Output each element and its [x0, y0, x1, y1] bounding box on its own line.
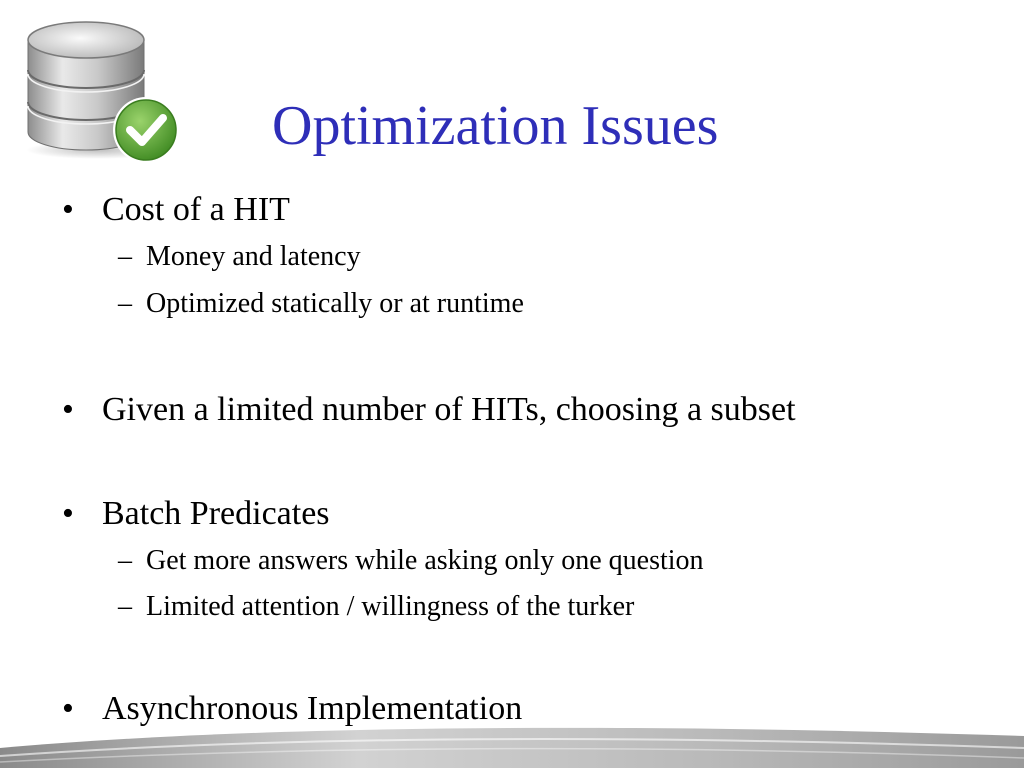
- bullet-marker: •: [62, 191, 74, 228]
- bullet-marker: •: [62, 391, 74, 428]
- sub-bullet-marker: –: [118, 241, 132, 272]
- slide-title: Optimization Issues: [272, 95, 719, 157]
- sub-bullet-text: Money and latency: [146, 241, 361, 272]
- bullet-marker: •: [62, 690, 74, 727]
- sub-bullet-marker: –: [118, 545, 132, 576]
- sub-bullet-text: Get more answers while asking only one question: [146, 545, 704, 576]
- sub-bullet-text: Optimized statically or at runtime: [146, 288, 524, 319]
- bullet-text: Cost of a HIT: [102, 191, 290, 228]
- sub-bullet-marker: –: [118, 288, 132, 319]
- bullet-marker: •: [62, 495, 74, 532]
- bullet-text: Asynchronous Implementation: [102, 690, 523, 727]
- footer-swoosh: [0, 718, 1024, 768]
- sub-bullet-text: Limited attention / willingness of the turker: [146, 591, 635, 622]
- bullet-text: Given a limited number of HITs, choosing a subset: [102, 391, 796, 428]
- sub-bullet-marker: –: [118, 591, 132, 622]
- bullet-text: Batch Predicates: [102, 495, 330, 532]
